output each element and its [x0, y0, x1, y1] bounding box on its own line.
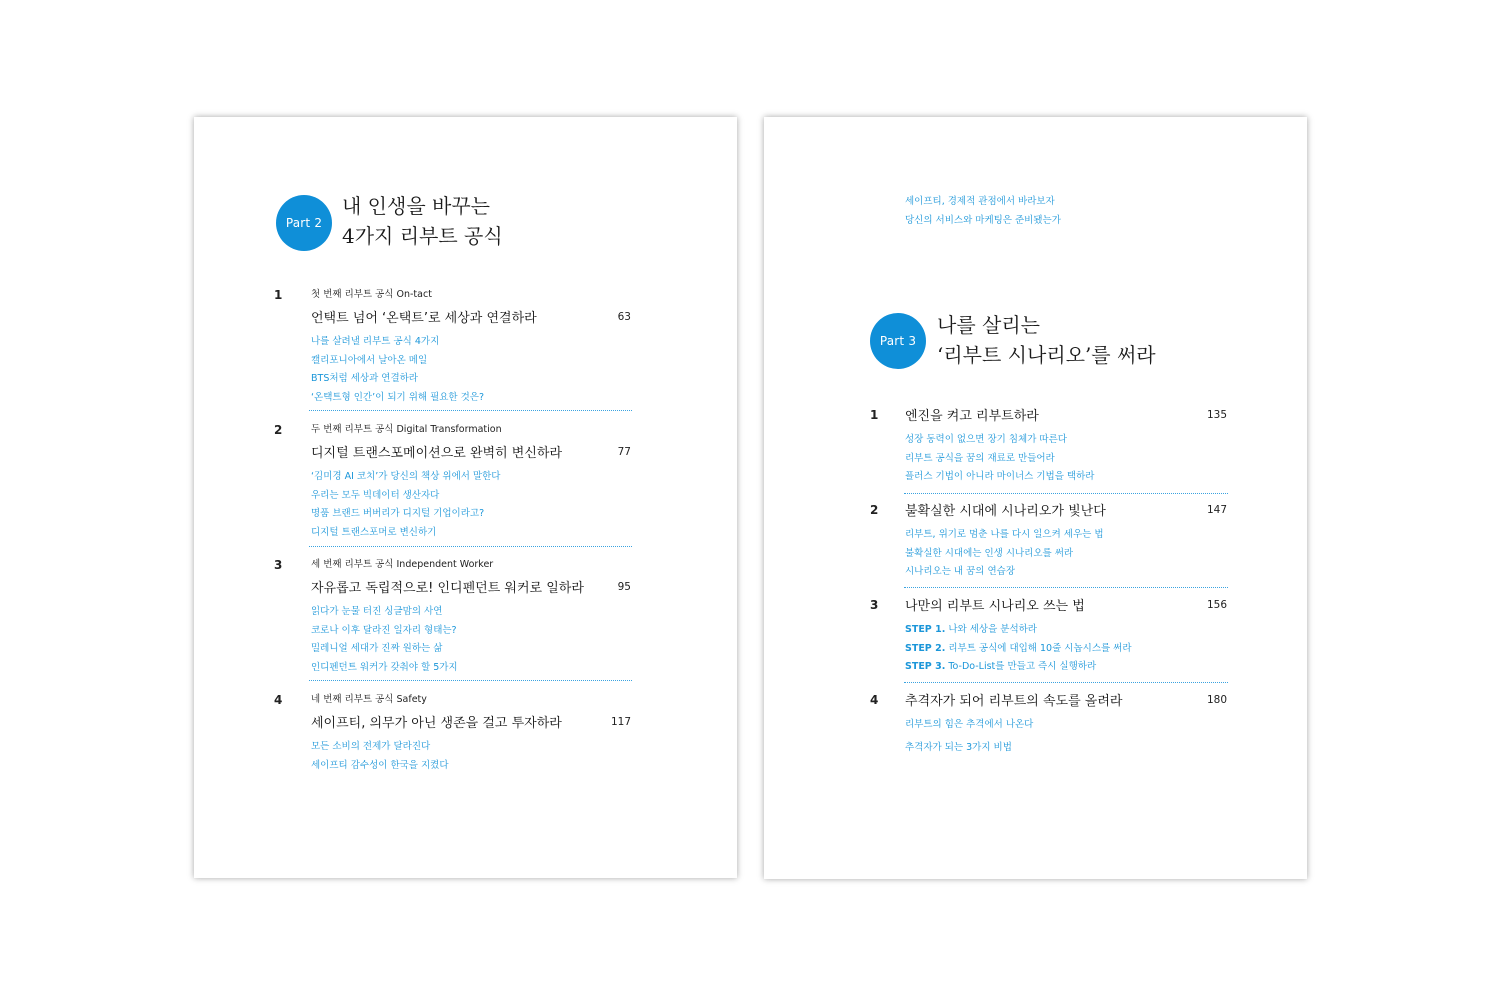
- chapter-number: 1: [870, 408, 879, 422]
- chapter-page-number: 95: [617, 581, 631, 593]
- chapter-items: [311, 333, 631, 407]
- list-item[interactable]: [905, 640, 1227, 659]
- chapter-number: 4: [274, 693, 283, 707]
- chapter-title-row: [905, 690, 1227, 712]
- chapter-page-number: 77: [617, 446, 631, 458]
- divider: [904, 493, 1228, 494]
- chapter-title[interactable]: 자유롭고 독립적으로! 인디펜던트 워커로 일하라: [311, 581, 584, 596]
- list-item[interactable]: 추격자가 되는 3가지 비법: [905, 741, 1012, 753]
- chapter-page-number: 180: [1206, 694, 1227, 706]
- chapter-entry[interactable]: [311, 423, 631, 542]
- chapter-entry[interactable]: [311, 558, 631, 677]
- chapter-number: 2: [274, 423, 283, 437]
- part-title: [342, 191, 503, 251]
- chapter-number: 3: [870, 598, 879, 612]
- chapter-items: [311, 738, 631, 775]
- chapter-entry[interactable]: [905, 500, 1227, 582]
- chapter-title[interactable]: 언택트 넘어 ‘온택트’로 세상과 연결하라: [311, 311, 537, 326]
- list-item[interactable]: ‘온택트형 인간’이 되기 위해 필요한 것은?: [311, 391, 485, 403]
- list-item[interactable]: 리부트, 위기로 멈춘 나를 다시 일으켜 세우는 법: [905, 529, 1104, 540]
- chapter-page-number: 63: [617, 311, 631, 323]
- chapter-number: 3: [274, 558, 283, 572]
- list-item[interactable]: 당신의 서비스와 마케팅은 준비됐는가: [905, 215, 1061, 226]
- list-item[interactable]: 시나리오는 내 꿈의 연습장: [905, 566, 1016, 578]
- chapter-entry[interactable]: [311, 288, 631, 407]
- chapter-title[interactable]: 나만의 리부트 시나리오 쓰는 법: [905, 599, 1085, 614]
- step-text: To-Do-List를 만들고 즉시 실행하라: [948, 661, 1097, 673]
- list-item[interactable]: 디지털 트랜스포머로 변신하기: [311, 526, 437, 538]
- chapter-entry[interactable]: [905, 690, 1227, 757]
- list-item[interactable]: 인디펜던트 워커가 갖춰야 할 5가지: [311, 661, 458, 673]
- part-badge: [870, 313, 926, 369]
- part-title: [937, 310, 1156, 370]
- list-item[interactable]: [905, 658, 1227, 677]
- chapter-entry[interactable]: [905, 405, 1227, 487]
- list-item[interactable]: BTS처럼 세상과 연결하라: [311, 373, 418, 385]
- divider: [309, 410, 632, 411]
- chapter-page-number: 135: [1206, 409, 1227, 421]
- chapter-title-row: [311, 712, 631, 734]
- list-item[interactable]: 밀레니얼 세대가 진짜 원하는 삶: [311, 643, 443, 655]
- chapter-title[interactable]: 엔진을 켜고 리부트하라: [905, 409, 1039, 424]
- part-badge-label: Part 3: [879, 334, 917, 348]
- part-title-line: ‘리부트 시나리오’를 써라: [937, 343, 1156, 367]
- chapter-items: [311, 468, 631, 542]
- step-label: STEP 1.: [905, 624, 946, 635]
- chapter-title-row: [905, 500, 1227, 522]
- chapter-title-row: [905, 595, 1227, 617]
- list-item[interactable]: 모든 소비의 전제가 달라진다: [311, 741, 431, 752]
- left-page: [194, 117, 737, 878]
- divider: [309, 680, 632, 681]
- chapter-title[interactable]: 불확실한 시대에 시나리오가 빛난다: [905, 504, 1106, 519]
- part-title-line: 내 인생을 바꾸는: [342, 194, 490, 218]
- list-item[interactable]: [905, 621, 1227, 640]
- chapter-title-row: [905, 405, 1227, 427]
- list-item[interactable]: 세이프티, 경제적 관점에서 바라보자: [905, 196, 1055, 207]
- chapter-number: 4: [870, 693, 879, 707]
- part-badge: [276, 195, 332, 251]
- part-badge-label: Part 2: [285, 216, 323, 230]
- list-item[interactable]: 캘리포니아에서 날아온 메일: [311, 354, 428, 366]
- chapter-items: [311, 603, 631, 677]
- chapter-items: [905, 526, 1227, 582]
- list-item[interactable]: ‘김미경 AI 코치’가 당신의 책상 위에서 말한다: [311, 471, 501, 482]
- part-title-line: 나를 살리는: [937, 313, 1040, 337]
- chapter-title[interactable]: 세이프티, 의무가 아닌 생존을 걸고 투자하라: [311, 716, 562, 731]
- chapter-kicker: 세 번째 리부트 공식 Independent Worker: [311, 559, 494, 570]
- divider: [904, 682, 1228, 683]
- step-label: STEP 2.: [905, 642, 946, 654]
- chapter-page-number: 156: [1206, 599, 1227, 611]
- chapter-title-row: [311, 307, 631, 329]
- list-item[interactable]: 코로나 이후 달라진 일자리 형태는?: [311, 624, 457, 636]
- chapter-title-row: [311, 442, 631, 464]
- list-item[interactable]: 리부트의 힘은 추격에서 나온다: [905, 719, 1034, 730]
- chapter-kicker: 첫 번째 리부트 공식 On-tact: [311, 289, 432, 300]
- list-item[interactable]: 성장 동력이 없으면 장기 침체가 따른다: [905, 434, 1067, 445]
- chapter-items: [905, 431, 1227, 487]
- chapter-items: [905, 621, 1227, 677]
- chapter-items: [905, 716, 1227, 757]
- chapter-page-number: 117: [610, 716, 631, 728]
- list-item[interactable]: 우리는 모두 빅데이터 생산자다: [311, 489, 440, 501]
- step-label: STEP 3.: [905, 661, 946, 673]
- right-page: [764, 117, 1307, 879]
- list-item[interactable]: 세이프티 감수성이 한국을 지켰다: [311, 759, 449, 771]
- list-item[interactable]: 불확실한 시대에는 인생 시나리오를 써라: [905, 547, 1074, 559]
- step-text: 리부트 공식에 대입해 10줄 시놉시스를 써라: [948, 642, 1132, 654]
- chapter-number: 1: [274, 288, 283, 302]
- list-item[interactable]: 명품 브랜드 버버리가 디지털 기업이라고?: [311, 508, 485, 520]
- part-title-line: 4가지 리부트 공식: [342, 224, 503, 248]
- divider: [309, 546, 632, 547]
- list-item[interactable]: 플러스 기법이 아니라 마이너스 기법을 택하라: [905, 471, 1095, 483]
- chapter-kicker: 두 번째 리부트 공식 Digital Transformation: [311, 424, 502, 435]
- chapter-page-number: 147: [1206, 504, 1227, 516]
- step-text: 나와 세상을 분석하라: [948, 624, 1037, 635]
- chapter-kicker: 네 번째 리부트 공식 Safety: [311, 694, 427, 705]
- chapter-title-row: [311, 577, 631, 599]
- divider: [904, 587, 1228, 588]
- list-item[interactable]: 리부트 공식을 꿈의 재료로 만들어라: [905, 452, 1055, 464]
- chapter-number: 2: [870, 503, 879, 517]
- list-item[interactable]: 나를 살려낼 리부트 공식 4가지: [311, 336, 440, 347]
- chapter-title[interactable]: 추격자가 되어 리부트의 속도를 올려라: [905, 694, 1123, 709]
- chapter-entry[interactable]: [311, 693, 631, 775]
- list-item[interactable]: 읽다가 눈물 터진 싱글맘의 사연: [311, 606, 443, 617]
- chapter-entry[interactable]: [905, 595, 1227, 677]
- chapter-title[interactable]: 디지털 트랜스포메이션으로 완벽히 변신하라: [311, 446, 562, 461]
- continued-items: [905, 192, 1061, 230]
